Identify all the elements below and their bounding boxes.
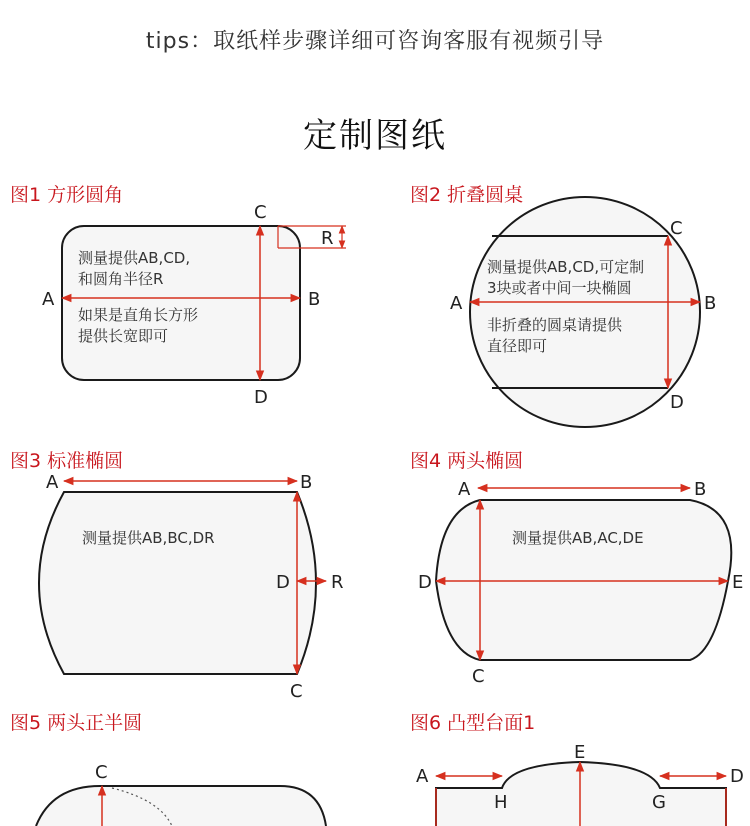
figure-3-text-line-1: 测量提供AB,BC,DR <box>82 529 215 547</box>
label-d: D <box>418 572 432 593</box>
figure-2-text-line-4: 直径即可 <box>487 337 548 355</box>
tips-text: tips：取纸样步骤详细可咨询客服有视频引导 <box>145 29 605 54</box>
label-b: B <box>308 289 321 310</box>
label-e: E <box>574 742 586 763</box>
figure-2-text-line-2: 3块或者中间一块椭圆 <box>487 279 632 297</box>
label-b: B <box>300 472 313 493</box>
half-circle-shape <box>36 786 326 826</box>
label-c: C <box>670 218 683 239</box>
figure-4-caption: 图4 两头椭圆 <box>410 450 524 472</box>
label-d: D <box>254 387 268 408</box>
label-a: A <box>458 479 471 500</box>
label-c: C <box>95 762 108 783</box>
figure-5-diagram <box>36 762 326 826</box>
figure-3-diagram <box>39 472 344 702</box>
label-b: B <box>704 293 717 314</box>
standard-ellipse-shape <box>39 492 316 674</box>
figure-1-caption: 图1 方形圆角 <box>10 184 124 206</box>
figure-2-text-line-3: 非折叠的圆桌请提供 <box>487 316 623 334</box>
page-title: 定制图纸 <box>303 116 447 156</box>
label-d: D <box>730 766 744 787</box>
figure-6-diagram <box>416 742 744 826</box>
label-r: R <box>321 228 334 249</box>
label-d: D <box>276 572 290 593</box>
figure-3-caption: 图3 标准椭圆 <box>10 450 124 472</box>
figure-1-text-line-3: 如果是直角长方形 <box>78 306 199 324</box>
figure-1-text-line-1: 测量提供AB,CD, <box>78 249 191 267</box>
label-h: H <box>494 792 508 813</box>
label-a: A <box>416 766 429 787</box>
label-a: A <box>42 289 55 310</box>
label-r: R <box>331 572 344 593</box>
label-c: C <box>472 666 485 687</box>
label-e: E <box>732 572 744 593</box>
figure-1-diagram <box>42 202 346 408</box>
figure-1-text-line-2: 和圆角半径R <box>78 270 164 288</box>
figure-2-caption: 图2 折叠圆桌 <box>410 184 524 206</box>
figure-6-caption: 图6 凸型台面1 <box>410 712 536 734</box>
figure-1-text-line-4: 提供长宽即可 <box>78 327 169 345</box>
figure-5-caption: 图5 两头正半圆 <box>10 712 143 734</box>
convex-countertop-shape <box>436 762 726 826</box>
label-a: A <box>450 293 463 314</box>
label-b: B <box>694 479 707 500</box>
label-d: D <box>670 392 684 413</box>
figure-2-text-line-1: 测量提供AB,CD,可定制 <box>487 258 645 276</box>
label-a: A <box>46 472 59 493</box>
label-g: G <box>652 792 666 813</box>
figure-4-text-line-1: 测量提供AB,AC,DE <box>512 529 644 547</box>
round-table-shape <box>470 197 700 427</box>
label-c: C <box>254 202 267 223</box>
figure-2-diagram <box>450 197 716 427</box>
figure-4-diagram <box>418 479 743 687</box>
label-c: C <box>290 681 303 702</box>
